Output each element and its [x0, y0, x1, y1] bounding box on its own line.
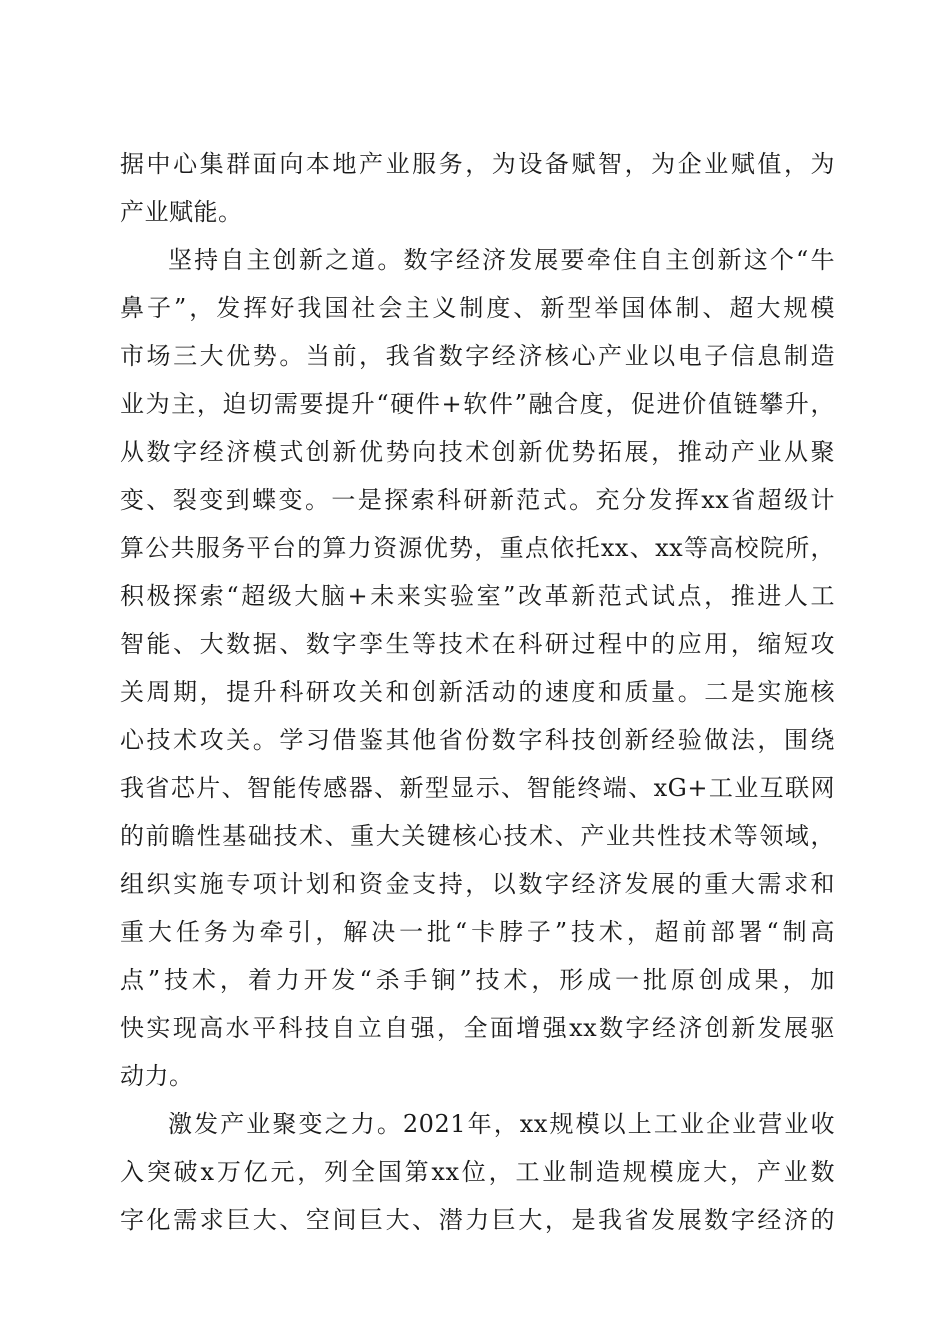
- text-line: 动力。: [120, 1062, 194, 1090]
- text-line: 组织实施专项计划和资金支持，以数字经济发展的重大需求和: [120, 870, 835, 898]
- text-line: 点”技术，着力开发“杀手锏”技术，形成一批原创成果，加: [120, 966, 835, 994]
- text-line: 我省芯片、智能传感器、新型显示、智能终端、xG+工业互联网: [120, 774, 835, 802]
- text-line: 入突破x万亿元，列全国第xx位，工业制造规模庞大，产业数: [120, 1158, 835, 1186]
- text-line: 产业赋能。: [120, 198, 243, 226]
- text-line: 积极探索“超级大脑+未来实验室”改革新范式试点，推进人工: [120, 582, 835, 610]
- text-line: 变、裂变到蝶变。一是探索科研新范式。充分发挥xx省超级计: [120, 486, 835, 514]
- text-line: 快实现高水平科技自立自强，全面增强xx数字经济创新发展驱: [120, 1014, 835, 1042]
- text-line: 的前瞻性基础技术、重大关键核心技术、产业共性技术等领域，: [120, 822, 835, 850]
- text-line: 算公共服务平台的算力资源优势，重点依托xx、xx等高校院所，: [120, 534, 835, 562]
- paragraph-heading-line: 坚持自主创新之道。数字经济发展要牵住自主创新这个“牛: [168, 246, 835, 274]
- body-text: [120, 140, 835, 1244]
- paragraph-heading-line: 激发产业聚变之力。2021年，xx规模以上工业企业营业收: [168, 1110, 835, 1138]
- text-line: 智能、大数据、数字孪生等技术在科研过程中的应用，缩短攻: [120, 630, 835, 658]
- text-line: 关周期，提升科研攻关和创新活动的速度和质量。二是实施核: [120, 678, 835, 706]
- text-line: 从数字经济模式创新优势向技术创新优势拓展，推动产业从聚: [120, 438, 835, 466]
- text-line: 业为主，迫切需要提升“硬件+软件”融合度，促进价值链攀升，: [120, 390, 835, 418]
- text-line: 市场三大优势。当前，我省数字经济核心产业以电子信息制造: [120, 342, 835, 370]
- text-line: 据中心集群面向本地产业服务，为设备赋智，为企业赋值，为: [120, 150, 835, 178]
- text-line: 字化需求巨大、空间巨大、潜力巨大，是我省发展数字经济的: [120, 1206, 835, 1234]
- text-line: 鼻子”，发挥好我国社会主义制度、新型举国体制、超大规模: [120, 294, 835, 322]
- text-line: 重大任务为牵引，解决一批“卡脖子”技术，超前部署“制高: [120, 918, 835, 946]
- text-line: 心技术攻关。学习借鉴其他省份数字科技创新经验做法，围绕: [120, 726, 835, 754]
